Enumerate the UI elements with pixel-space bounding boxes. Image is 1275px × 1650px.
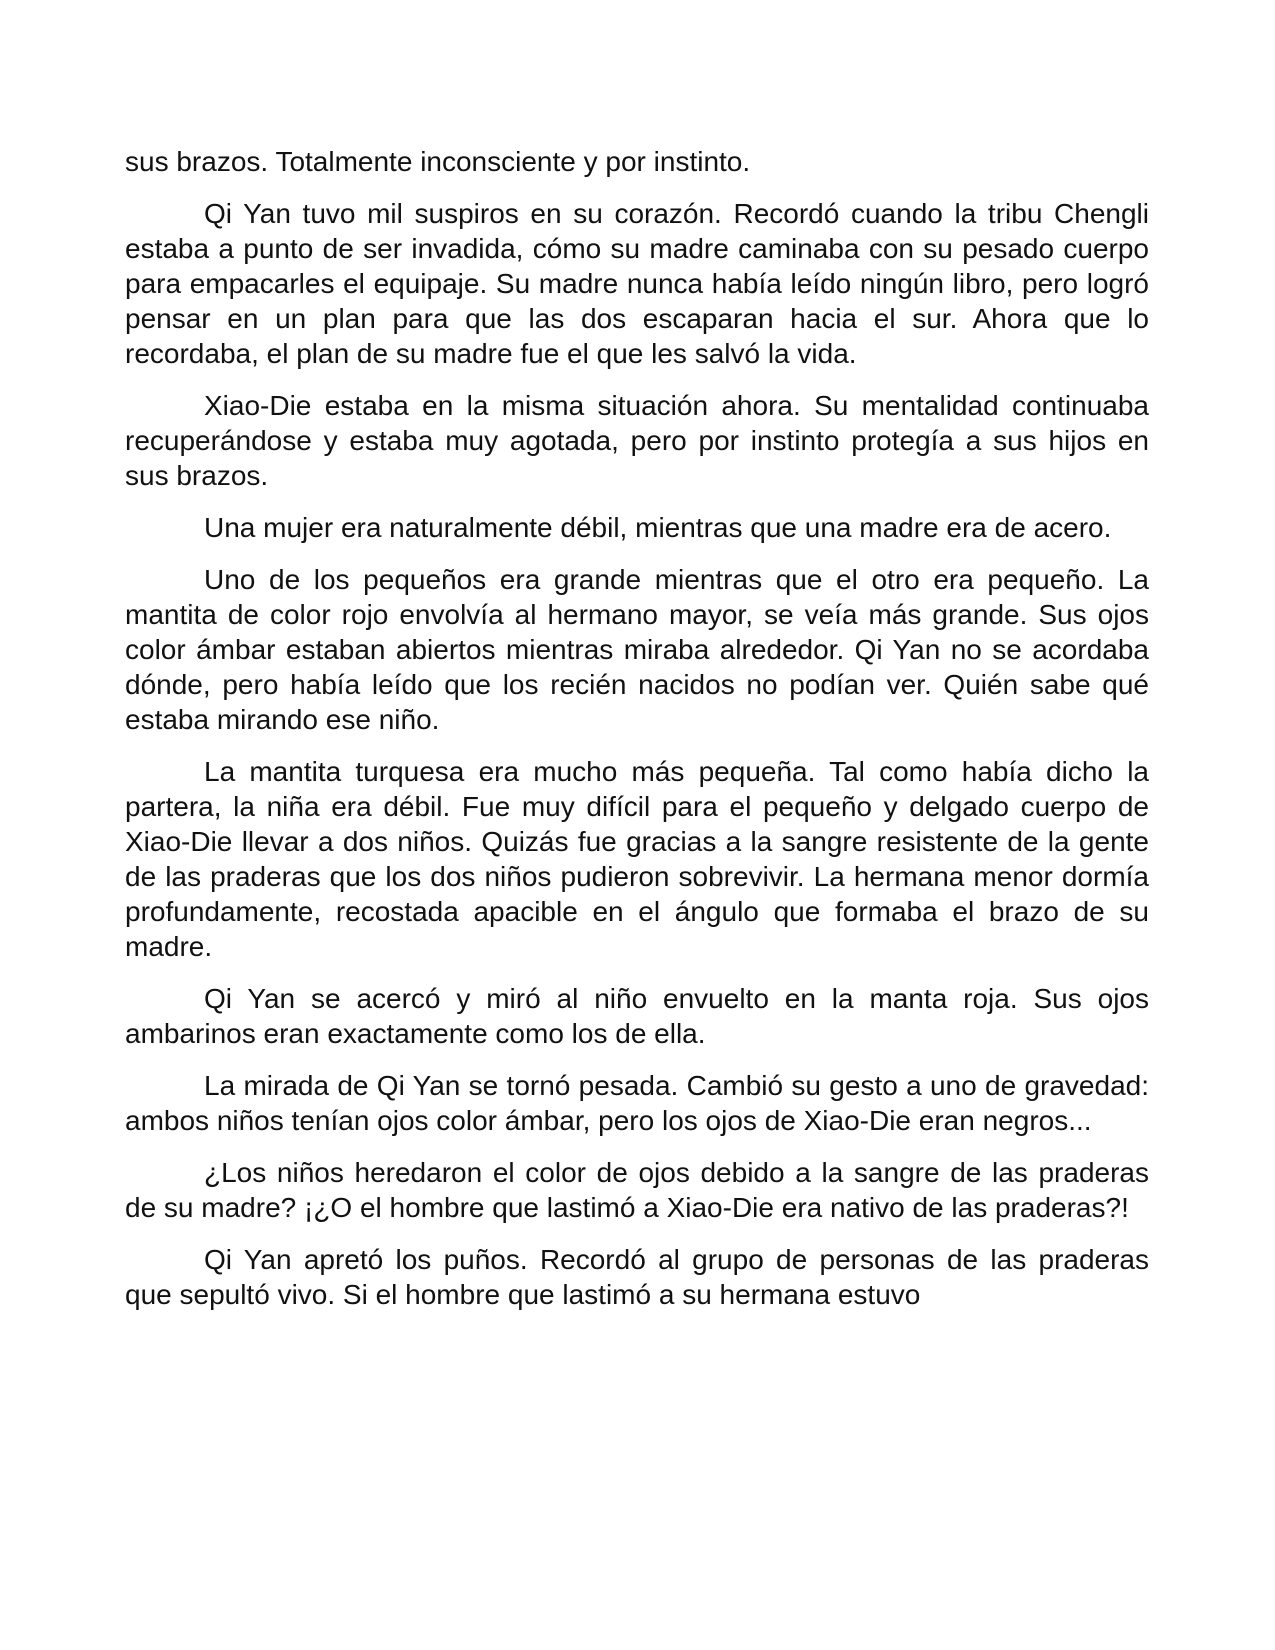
body-text <box>125 144 1149 1312</box>
paragraph: Qi Yan se acercó y miró al niño envuelto en la manta roja. Sus ojos ambarinos eran exactamente como los de ella. <box>125 983 1149 1049</box>
paragraph: Una mujer era naturalmente débil, mientras que una madre era de acero. <box>204 512 1112 543</box>
paragraph: La mirada de Qi Yan se tornó pesada. Cambió su gesto a uno de gravedad: ambos niños tenían ojos color ámbar, pero los ojos de Xiao-Die eran negros... <box>125 1070 1149 1136</box>
paragraph: sus brazos. Totalmente inconsciente y por instinto. <box>125 146 751 177</box>
paragraph: La mantita turquesa era mucho más pequeña. Tal como había dicho la partera, la niña era débil. Fue muy difícil para el pequeño y delgado cuerpo de Xiao-Die llevar a dos niños. Quizás fue gracias a la sangre resistente de la gente de las praderas que los dos niños pudieron sobrevivir. La hermana menor dormía profundamente, recostada apacible en el ángulo que formaba el brazo de su madre. <box>125 756 1149 962</box>
paragraph: ¿Los niños heredaron el color de ojos debido a la sangre de las praderas de su madre? ¡¿O el hombre que lastimó a Xiao-Die era nativo de las praderas?! <box>125 1157 1149 1223</box>
paragraph: Qi Yan apretó los puños. Recordó al grupo de personas de las praderas que sepultó vivo. Si el hombre que lastimó a su hermana estuvo <box>125 1244 1149 1310</box>
paragraph: Uno de los pequeños era grande mientras que el otro era pequeño. La mantita de color rojo envolvía al hermano mayor, se veía más grande. Sus ojos color ámbar estaban abiertos mientras miraba alrededor. Qi Yan no se acordaba dónde, pero había leído que los recién nacidos no podían ver. Quién sabe qué estaba mirando ese niño. <box>125 564 1149 735</box>
paragraph: Qi Yan tuvo mil suspiros en su corazón. Recordó cuando la tribu Chengli estaba a punto de ser invadida, cómo su madre caminaba con su pesado cuerpo para empacarles el equipaje. Su madre nunca había leído ningún libro, pero logró pensar en un plan para que las dos escaparan hacia el sur. Ahora que lo recordaba, el plan de su madre fue el que les salvó la vida. <box>125 198 1149 369</box>
paragraph: Xiao-Die estaba en la misma situación ahora. Su mentalidad continuaba recuperándose y estaba muy agotada, pero por instinto protegía a sus hijos en sus brazos. <box>125 390 1149 491</box>
